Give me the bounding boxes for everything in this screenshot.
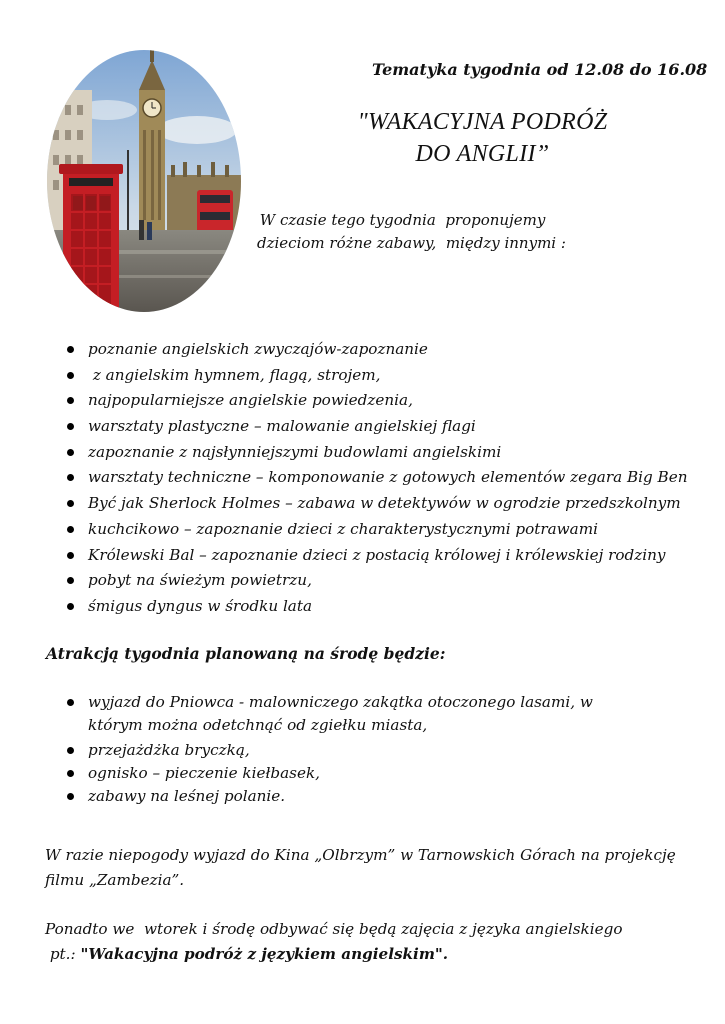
- activity-text: Królewski Bal – zapoznanie dzieci z postacią królowej i królewskiej rodziny: [88, 545, 666, 564]
- activity-text: poznanie angielskich zwyczajów-zapoznanie: [88, 340, 428, 358]
- list-item: [64, 466, 688, 492]
- bullet-icon: [67, 526, 74, 533]
- bullet-icon: [67, 346, 74, 353]
- bullet-icon: [67, 770, 74, 777]
- attraction-text: zabawy na leśnej polanie.: [88, 787, 286, 805]
- bullet-icon: [67, 747, 74, 754]
- london-photo: [47, 50, 241, 312]
- list-item: [64, 415, 688, 441]
- also-note-title-line: [45, 942, 705, 967]
- london-scene-icon: [47, 50, 241, 312]
- intro-line-1: W czasie tego tygodnia proponujemy: [255, 211, 546, 229]
- page-title: [300, 106, 665, 170]
- attraction-text: ognisko – pieczenie kiełbasek,: [88, 764, 320, 782]
- bullet-icon: [67, 500, 74, 507]
- also-note: [45, 917, 705, 967]
- title-line-2: DO ANGLII”: [415, 141, 550, 167]
- class-title: "Wakacyjna podróż z językiem angielskim".: [80, 945, 449, 963]
- activity-text: warsztaty techniczne – komponowanie z gotowych elementów zegara Big Ben: [88, 468, 688, 487]
- telephone-box-icon: [59, 164, 123, 312]
- list-item: [64, 762, 648, 785]
- activity-text: najpopularniejsze angielskie powiedzenia,: [88, 391, 413, 410]
- intro-line-2: dzieciom różne zabawy, między innymi :: [257, 234, 566, 252]
- also-note-prefix: pt.:: [45, 945, 81, 963]
- rain-note: W razie niepogody wyjazd do Kina „Olbrzym” w Tarnowskich Górach na projekcję filmu „Zambezia”.: [45, 846, 676, 889]
- activities-list: [64, 338, 688, 621]
- bullet-icon: [67, 372, 74, 379]
- activity-text: z angielskim hymnem, flagą, strojem,: [88, 365, 381, 384]
- bullet-icon: [67, 699, 74, 706]
- attraction-text: wyjazd do Pniowca - malowniczego zakątka otoczonego lasami, w którym można odetchnąć od zgiełku miasta,: [88, 693, 593, 734]
- list-item: [64, 785, 648, 808]
- bullet-icon: [67, 449, 74, 456]
- bullet-icon: [67, 552, 74, 559]
- list-item: [64, 389, 688, 415]
- activity-text: zapoznanie z najsłynniejszymi budowlami angielskimi: [88, 442, 502, 461]
- activity-text: pobyt na świeżym powietrzu,: [88, 571, 312, 590]
- activity-text: kuchcikowo – zapoznanie dzieci z charakterystycznymi potrawami: [88, 519, 598, 538]
- bullet-icon: [67, 397, 74, 404]
- activity-text: Być jak Sherlock Holmes – zabawa w detektywów w ogrodzie przedszkolnym: [88, 494, 681, 513]
- activity-text: śmigus dyngus w środku lata: [88, 596, 313, 615]
- bullet-icon: [67, 423, 74, 430]
- list-item: [64, 544, 688, 570]
- bullet-icon: [67, 603, 74, 610]
- list-item: [64, 364, 688, 390]
- list-item: [64, 441, 688, 467]
- list-item: [64, 569, 688, 595]
- list-item: [64, 595, 688, 621]
- list-item: [64, 691, 648, 737]
- list-item: [64, 518, 688, 544]
- attraction-heading: Atrakcją tygodnia planowaną na środę będzie:: [46, 644, 446, 663]
- attraction-text: przejażdżka bryczką,: [88, 741, 250, 759]
- bullet-icon: [67, 793, 74, 800]
- week-dates: Tematyka tygodnia od 12.08 do 16.08: [372, 60, 708, 79]
- bullet-icon: [67, 577, 74, 584]
- also-note-text: Ponadto we wtorek i środę odbywać się będą zajęcia z języka angielskiego: [45, 920, 623, 938]
- title-line-1: "WAKACYJNA PODRÓŻ: [357, 109, 608, 135]
- activity-text: warsztaty plastyczne – malowanie angielskiej flagi: [88, 417, 476, 436]
- list-item: [64, 492, 688, 518]
- list-item: [64, 739, 648, 762]
- list-item: [64, 338, 688, 364]
- attractions-list: [64, 691, 648, 808]
- intro-text: [255, 209, 566, 255]
- bullet-icon: [67, 474, 74, 481]
